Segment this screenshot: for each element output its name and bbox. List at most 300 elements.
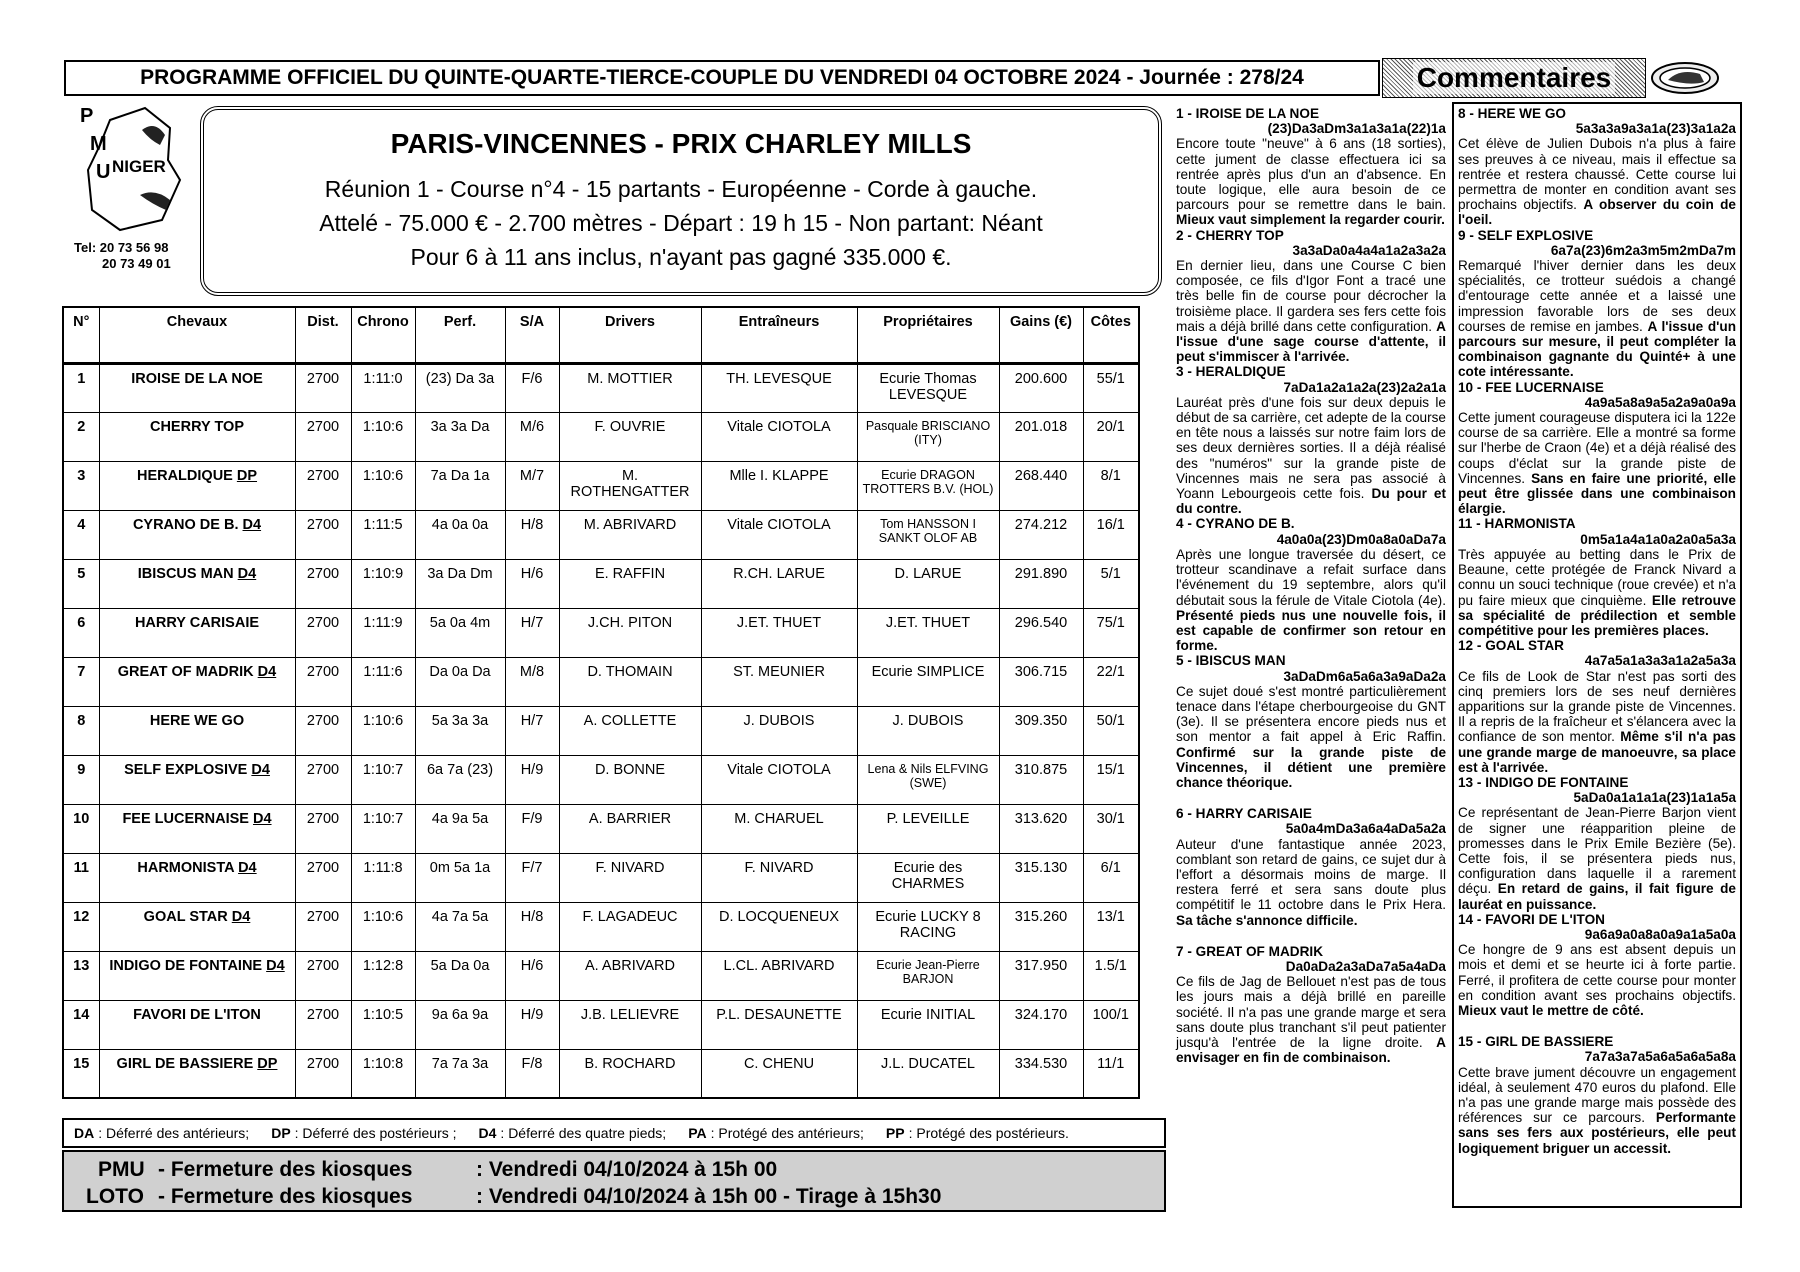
cell-horse: HARMONISTA D4 [99,853,295,902]
racing-emblem-icon [1650,60,1720,96]
cell-owner: Ecurie INITIAL [857,1000,999,1049]
comment-c13 [1458,775,1736,912]
cell-gains: 296.540 [999,608,1083,657]
cell-owner: Ecurie Thomas LEVESQUE [857,363,999,412]
cell-n: 14 [63,1000,99,1049]
cell-dist: 2700 [295,804,351,853]
cell-cote: 8/1 [1083,461,1139,510]
comment-verdict: Confirmé sur la grande piste de Vincennes, il détient une première chance théorique. [1176,744,1446,790]
comment-form-code: 4a0a0a(23)Dm0a8a0aDa7a [1276,531,1446,547]
table-row [63,510,1139,559]
cell-chrono: 1:11:9 [351,608,415,657]
cell-horse: FEE LUCERNAISE D4 [99,804,295,853]
comment-text: Ce hongre de 9 ans est absent depuis un mois et demi et se heurte ici à forte partie. Ferré, il profitera de cette course pour monter en condition avant ses prochains objectifs. [1458,942,1736,1003]
cell-trainer: Mlle I. KLAPPE [701,461,857,510]
cell-gains: 306.715 [999,657,1083,706]
comments-column-1 [1176,106,1446,1065]
table-row [63,706,1139,755]
comment-form-code: 0m5a1a4a1a0a2a0a5a3a [1580,531,1736,547]
cell-dist: 2700 [295,412,351,461]
comment-text: Cette jument courageuse disputera ici la 122e course de sa carrière. Elle a montré sa forme sur l'herbe de Craon (4e) et a déjà réalisé des coups d'éclat sur la grande piste de Vincennes. [1458,410,1736,486]
table-row [63,412,1139,461]
table-row [63,559,1139,608]
cell-chrono: 1:11:6 [351,657,415,706]
comment-c4 [1176,516,1446,653]
col-header: Propriétaires [857,307,999,363]
comment-text: Très appuyée au betting dans le Prix de Beaune, cette protégée de Franck Nivard a connu un souci technique (roue crevée) et n'a pu faire mieux que cinquième. [1458,546,1736,608]
comment-heading: 8 - HERE WE GO [1458,106,1567,121]
cell-cote: 50/1 [1083,706,1139,755]
cell-perf: 7a 7a 3a [415,1049,505,1098]
cell-n: 7 [63,657,99,706]
comment-heading: 11 - HARMONISTA [1458,516,1576,532]
cell-n: 12 [63,902,99,951]
cell-horse: FAVORI DE L'ITON [99,1000,295,1049]
loto-closing: LOTO - Fermeture des kiosques : Vendredi 04/10/2024 à 15h 00 - Tirage à 15h30 [86,1185,942,1208]
cell-gains: 310.875 [999,755,1083,804]
comment-c3 [1176,364,1446,516]
shoeing-tag: D4 [242,516,262,533]
cell-chrono: 1:10:6 [351,902,415,951]
cell-dist: 2700 [295,608,351,657]
cell-gains: 274.212 [999,510,1083,559]
cell-sa: F/7 [505,853,559,902]
comment-heading: 10 - FEE LUCERNAISE [1458,379,1604,395]
cell-sa: H/7 [505,608,559,657]
cell-horse: HARRY CARISAIE [99,608,295,657]
cell-driver: F. LAGADEUC [559,902,701,951]
pmu-niger-logo [70,100,190,240]
cell-horse: INDIGO DE FONTAINE D4 [99,951,295,1000]
legend-bar [62,1118,1166,1148]
cell-dist: 2700 [295,1049,351,1098]
comment-verdict: A l'issue d'une sage course d'attente, il peut s'immiscer à l'arrivée. [1176,318,1446,365]
comment-c2 [1176,228,1446,365]
comment-form-code: 3aDaDm6a5a6a3a9aDa2a [1283,668,1446,684]
col-header: N° [63,307,99,363]
comment-form-code: 5a3a3a9a3a1a(23)3a1a2a [1575,121,1736,137]
comment-text: Encore toute "neuve" à 6 ans (18 sorties), cette jument de classe effectuera ici sa rentrée après plus d'un an d'absence. En toute logique, elle aura besoin de ce parcours pour se remettre dans le bain. [1176,136,1446,213]
cell-trainer: D. LOCQUENEUX [701,902,857,951]
comment-heading: 12 - GOAL STAR [1458,638,1564,654]
cell-dist: 2700 [295,461,351,510]
cell-driver: M. ROTHENGATTER [559,461,701,510]
cell-trainer: Vitale CIOTOLA [701,755,857,804]
cell-driver: D. BONNE [559,755,701,804]
cell-dist: 2700 [295,951,351,1000]
comment-form-code: 4a9a5a8a9a5a2a9a0a9a [1584,394,1736,410]
comment-heading: 14 - FAVORI DE L'ITON [1458,911,1605,927]
cell-sa: M/7 [505,461,559,510]
cell-n: 2 [63,412,99,461]
table-row [63,755,1139,804]
comment-heading: 3 - HERALDIQUE [1176,364,1286,380]
cell-owner: J. DUBOIS [857,706,999,755]
cell-driver: J.CH. PITON [559,608,701,657]
cell-chrono: 1:11:5 [351,510,415,559]
cell-cote: 55/1 [1083,363,1139,412]
comment-verdict: Mieux vaut simplement la regarder courir. [1176,212,1445,228]
comment-text: Ce sujet doué s'est montré particulièrement tenace dans l'étape cherbourgeoise du GNT (3e). Il se présentera encore pieds nus et son mentor a fait appel à Eric Raffin. [1176,683,1446,745]
cell-horse: GREAT OF MADRIK D4 [99,657,295,706]
cell-gains: 313.620 [999,804,1083,853]
cell-perf: 7a Da 1a [415,461,505,510]
comment-c8 [1458,106,1736,228]
col-header: Perf. [415,307,505,363]
program-title: PROGRAMME OFFICIEL DU QUINTE-QUARTE-TIERCE-COUPLE DU VENDREDI 04 OCTOBRE 2024 - Journée : 278/24 [64,60,1380,96]
cell-driver: A. BARRIER [559,804,701,853]
cell-n: 9 [63,755,99,804]
cell-driver: F. NIVARD [559,853,701,902]
comment-c11 [1458,516,1736,638]
cell-cote: 16/1 [1083,510,1139,559]
cell-dist: 2700 [295,657,351,706]
cell-driver: M. MOTTIER [559,363,701,412]
legend-item: D4 : Déferré des quatre pieds; [478,1125,667,1141]
cell-owner: Ecurie DRAGON TROTTERS B.V. (HOL) [857,461,999,510]
cell-owner: Ecurie des CHARMES [857,853,999,902]
cell-driver: D. THOMAIN [559,657,701,706]
shoeing-tag: D4 [237,565,257,582]
comment-heading: 7 - GREAT OF MADRIK [1176,943,1324,959]
shoeing-tag: D4 [266,957,285,974]
cell-n: 4 [63,510,99,559]
cell-horse: IROISE DE LA NOE [99,363,295,412]
comment-form-code: 9a6a9a0a8a0a9a1a5a0a [1584,926,1736,942]
cell-driver: A. COLLETTE [559,706,701,755]
comment-text: Après une longue traversée du désert, ce trotteur scandinave a refait surface dans l'événement du 19 septembre, alors qu'il débutait sous la férule de Vitale Ciotola (4e). [1176,546,1446,608]
cell-dist: 2700 [295,755,351,804]
comment-text: Remarqué l'hiver dernier dans les deux spécialités, ce trotteur suédois a changé d'entourage cette année et a laissé une impression favorable lors de ses deux courses de remise en jambes. [1458,258,1736,334]
table-row [63,461,1139,510]
cell-chrono: 1:11:8 [351,853,415,902]
comment-c9 [1458,228,1736,380]
col-header: S/A [505,307,559,363]
cell-n: 10 [63,804,99,853]
comment-text: Lauréat près d'une fois sur deux depuis le début de sa carrière, cet adepte de la course en tête nous a laissés sur notre faim lors de ses deux dernières sorties. Il a déjà réalisé des "numéros" sur la grande piste de Vincennes mais ne sera pas associé à Yoann Lebourgeois cette fois. [1176,394,1446,502]
comment-heading: 1 - IROISE DE LA NOE [1176,106,1320,121]
cell-sa: M/6 [505,412,559,461]
cell-perf: 4a 0a 0a [415,510,505,559]
comment-form-code: 7a7a3a7a5a6a5a6a5a8a [1584,1049,1736,1065]
comment-c15 [1458,1034,1736,1156]
cell-chrono: 1:10:9 [351,559,415,608]
cell-gains: 315.260 [999,902,1083,951]
comment-heading: 15 - GIRL DE BASSIERE [1458,1034,1614,1050]
race-line-3: Pour 6 à 11 ans inclus, n'ayant pas gagné 335.000 €. [410,244,952,270]
pmu-closing: PMU - Fermeture des kiosques : Vendredi 04/10/2024 à 15h 00 [98,1158,778,1181]
cell-cote: 1.5/1 [1083,951,1139,1000]
cell-perf: 4a 9a 5a [415,804,505,853]
cell-sa: F/6 [505,363,559,412]
cell-driver: F. OUVRIE [559,412,701,461]
cell-trainer: F. NIVARD [701,853,857,902]
comment-verdict: Sans en faire une priorité, elle peut être glissée dans une combinaison élargie. [1458,470,1736,517]
cell-dist: 2700 [295,853,351,902]
cell-chrono: 1:10:7 [351,804,415,853]
comments-banner [1382,58,1646,98]
comment-form-code: 6a7a(23)6m2a3m5m2mDa7m [1550,242,1736,258]
comment-verdict: A observer du coin de l'oeil. [1458,197,1736,228]
comment-heading: 9 - SELF EXPLOSIVE [1458,227,1594,243]
phone-2: 20 73 49 01 [102,256,171,271]
cell-n: 13 [63,951,99,1000]
cell-chrono: 1:11:0 [351,363,415,412]
comment-form-code: 5a0a4mDa3a6a4aDa5a2a [1285,821,1446,837]
cell-perf: 9a 6a 9a [415,1000,505,1049]
cell-horse: CHERRY TOP [99,412,295,461]
cell-trainer: J. DUBOIS [701,706,857,755]
comment-heading: 6 - HARRY CARISAIE [1176,806,1312,822]
cell-horse: IBISCUS MAN D4 [99,559,295,608]
cell-driver: B. ROCHARD [559,1049,701,1098]
comment-c10 [1458,380,1736,517]
cell-driver: E. RAFFIN [559,559,701,608]
legend-item: PP : Protégé des postérieurs. [885,1125,1069,1141]
cell-n: 11 [63,853,99,902]
cell-horse: HERE WE GO [99,706,295,755]
cell-owner: J.ET. THUET [857,608,999,657]
cell-gains: 309.350 [999,706,1083,755]
col-header: Drivers [559,307,701,363]
comment-text: Cette brave jument découvre un engagement idéal, à seulement 470 euros du plafond. Elle n'a pas une grande marge mais possède des références sur ce parcours. [1458,1064,1736,1126]
cell-cote: 20/1 [1083,412,1139,461]
table-header-row [63,307,1139,363]
shoeing-tag: D4 [252,810,272,827]
col-header: Entraîneurs [701,307,857,363]
comment-form-code: (23)Da3aDm3a1a3a1a(22)1a [1267,121,1446,137]
cell-trainer: L.CL. ABRIVARD [701,951,857,1000]
comment-text: Ce fils de Look de Star n'est pas sorti des cinq premiers lors de ses neuf dernières apparitions sur la grande piste de Vincennes. Il a repris de la fraîcheur et s'élancera avec la confiance de son mentor. [1458,668,1736,745]
cell-trainer: J.ET. THUET [701,608,857,657]
cell-cote: 22/1 [1083,657,1139,706]
col-header: Chrono [351,307,415,363]
cell-gains: 324.170 [999,1000,1083,1049]
cell-cote: 100/1 [1083,1000,1139,1049]
cell-owner: P. LEVEILLE [857,804,999,853]
cell-trainer: C. CHENU [701,1049,857,1098]
phone-1: Tel: 20 73 56 98 [74,240,169,255]
cell-gains: 268.440 [999,461,1083,510]
table-row [63,608,1139,657]
comment-heading: 4 - CYRANO DE B. [1176,516,1295,532]
cell-trainer: TH. LEVESQUE [701,363,857,412]
cell-owner: Pasquale BRISCIANO (ITY) [857,412,999,461]
table-row [63,363,1139,412]
cell-owner: Tom HANSSON I SANKT OLOF AB [857,510,999,559]
comment-verdict: A envisager en fin de combinaison. [1176,1034,1446,1066]
cell-perf: 5a Da 0a [415,951,505,1000]
comment-verdict: Elle retrouve sa spécialité de prédilection et semble compétitive pour les premières places. [1458,592,1736,638]
shoeing-tag: D4 [257,663,277,680]
logo-niger: NIGER [112,157,166,176]
cell-horse: HERALDIQUE DP [99,461,295,510]
comment-text: Ce représentant de Jean-Pierre Barjon vient de signer une réapparition pleine de promesses dans le Prix Emile Bezière (5e). Cette fois, il se présentera pieds nus, configuration dans laquelle il a rarement déçu. [1458,805,1736,897]
comment-c1 [1176,106,1446,228]
cell-owner: D. LARUE [857,559,999,608]
comment-text: Cet élève de Julien Dubois n'a plus à faire ses preuves à ce niveau, mais il effectue sa rentrée et restera chaussé. Cette course lui permettra de monter en condition avant ses prochains objectifs. [1458,136,1736,213]
race-info-box [200,106,1162,296]
shoeing-tag: D4 [231,908,251,925]
comment-text: Auteur d'une fantastique année 2023, comblant son retard de gains, ce sujet dur à l'effort a désormais moins de marge. Il restera ferré et sera sans doute plus compétitif le 11 octobre dans le Prix Hera. [1176,836,1446,913]
comment-c14 [1458,912,1736,1018]
cell-gains: 291.890 [999,559,1083,608]
cell-sa: F/8 [505,1049,559,1098]
cell-chrono: 1:10:7 [351,755,415,804]
shoeing-tag: D4 [251,761,270,778]
table-row [63,1049,1139,1098]
cell-chrono: 1:10:8 [351,1049,415,1098]
cell-horse: CYRANO DE B. D4 [99,510,295,559]
cell-perf: Da 0a Da [415,657,505,706]
table-row [63,853,1139,902]
cell-sa: M/8 [505,657,559,706]
comment-heading: 13 - INDIGO DE FONTAINE [1458,774,1629,790]
comment-verdict: Mieux vaut le mettre de côté. [1458,1002,1644,1018]
col-header: Gains (€) [999,307,1083,363]
cell-dist: 2700 [295,902,351,951]
cell-perf: 3a Da Dm [415,559,505,608]
cell-n: 15 [63,1049,99,1098]
table-row [63,657,1139,706]
comment-form-code: Da0aDa2a3aDa7a5a4aDa [1285,958,1446,974]
cell-gains: 201.018 [999,412,1083,461]
cell-sa: H/8 [505,902,559,951]
table-row [63,804,1139,853]
comment-c6 [1176,806,1446,928]
comment-heading: 2 - CHERRY TOP [1176,227,1284,243]
cell-n: 1 [63,363,99,412]
cell-trainer: Vitale CIOTOLA [701,412,857,461]
cell-sa: H/7 [505,706,559,755]
cell-perf: 6a 7a (23) [415,755,505,804]
logo-letter-m: M [90,133,107,155]
col-header: Chevaux [99,307,295,363]
cell-trainer: P.L. DESAUNETTE [701,1000,857,1049]
cell-sa: H/6 [505,951,559,1000]
cell-perf: 5a 0a 4m [415,608,505,657]
cell-owner: Lena & Nils ELFVING (SWE) [857,755,999,804]
cell-trainer: ST. MEUNIER [701,657,857,706]
cell-owner: J.L. DUCATEL [857,1049,999,1098]
comment-heading: 5 - IBISCUS MAN [1176,653,1286,669]
legend-item: PA : Protégé des antérieurs; [688,1125,864,1141]
col-header: Côtes [1083,307,1139,363]
shoeing-tag: DP [236,467,258,484]
cell-cote: 11/1 [1083,1049,1139,1098]
table-row [63,902,1139,951]
cell-horse: SELF EXPLOSIVE D4 [99,755,295,804]
comment-c12 [1458,638,1736,775]
cell-chrono: 1:10:6 [351,706,415,755]
table-row [63,1000,1139,1049]
comment-verdict: En retard de gains, il fait figure de lauréat en puissance. [1458,881,1736,912]
cell-owner: Ecurie LUCKY 8 RACING [857,902,999,951]
table-row [63,951,1139,1000]
legend-item: DA : Déferré des antérieurs; [74,1125,250,1141]
cell-chrono: 1:10:5 [351,1000,415,1049]
cell-perf: 0m 5a 1a [415,853,505,902]
cell-dist: 2700 [295,363,351,412]
cell-gains: 315.130 [999,853,1083,902]
cell-sa: H/6 [505,559,559,608]
cell-driver: M. ABRIVARD [559,510,701,559]
comments-column-2 [1452,102,1742,1208]
comment-verdict: A l'issue d'un parcours sur mesure, il peut compléter la combinaison gagnante du Quinté+ à une cote intéressante. [1458,318,1737,380]
cell-dist: 2700 [295,510,351,559]
legend-item: DP : Déferré des postérieurs ; [271,1125,457,1141]
cell-horse: GOAL STAR D4 [99,902,295,951]
cell-n: 5 [63,559,99,608]
cell-chrono: 1:12:8 [351,951,415,1000]
cell-cote: 6/1 [1083,853,1139,902]
cell-gains: 200.600 [999,363,1083,412]
cell-driver: A. ABRIVARD [559,951,701,1000]
comment-form-code: 5aDa0a1a1a1a(23)1a1a5a [1573,790,1736,806]
cell-cote: 5/1 [1083,559,1139,608]
comment-verdict: Sa tâche s'annonce difficile. [1176,912,1358,928]
comment-text: Ce fils de Jag de Bellouet n'est pas de tous les jours mais a déjà brillé en pareille société. Il n'a pas une grande marge et sera sans doute plus tranchant s'il peut patienter jusqu'à l'entrée de la ligne droite. [1176,974,1446,1050]
cell-cote: 30/1 [1083,804,1139,853]
cell-dist: 2700 [295,1000,351,1049]
cell-gains: 334.530 [999,1049,1083,1098]
cell-cote: 13/1 [1083,902,1139,951]
cell-chrono: 1:10:6 [351,412,415,461]
cell-trainer: M. CHARUEL [701,804,857,853]
cell-perf: (23) Da 3a [415,363,505,412]
cell-dist: 2700 [295,559,351,608]
comments-title: Commentaires [1413,62,1616,94]
race-title: PARIS-VINCENNES - PRIX CHARLEY MILLS [390,128,972,159]
cell-sa: H/8 [505,510,559,559]
cell-horse: GIRL DE BASSIERE DP [99,1049,295,1098]
shoeing-tag: D4 [238,859,257,876]
shoeing-tag: DP [257,1055,278,1072]
runners-table [62,306,1140,1099]
cell-dist: 2700 [295,706,351,755]
cell-perf: 5a 3a 3a [415,706,505,755]
comment-verdict: Même s'il n'a pas une grande marge de manoeuvre, sa place est à l'arrivée. [1458,729,1736,775]
comment-c5 [1176,653,1446,790]
cell-trainer: R.CH. LARUE [701,559,857,608]
logo-letter-u: U [96,161,111,183]
comment-form-code: 7aDa1a2a1a2a(23)2a2a1a [1283,379,1446,395]
cell-sa: H/9 [505,755,559,804]
race-line-1: Réunion 1 - Course n°4 - 15 partants - Européenne - Corde à gauche. [324,176,1038,202]
closing-times-box [62,1150,1166,1212]
cell-n: 6 [63,608,99,657]
comment-verdict: Présenté pieds nus une nouvelle fois, il est capable de confirmer son retour en forme. [1176,607,1446,654]
cell-driver: J.B. LELIEVRE [559,1000,701,1049]
cell-sa: F/9 [505,804,559,853]
cell-n: 3 [63,461,99,510]
cell-cote: 15/1 [1083,755,1139,804]
comment-form-code: 4a7a5a1a3a3a1a2a5a3a [1584,653,1736,669]
comment-verdict: Du pour et du contre. [1176,486,1447,517]
cell-n: 8 [63,706,99,755]
comment-form-code: 3a3aDa0a4a4a1a2a3a2a [1292,242,1446,258]
cell-cote: 75/1 [1083,608,1139,657]
race-line-2: Attelé - 75.000 € - 2.700 mètres - Départ : 19 h 15 - Non partant: Néant [319,210,1043,236]
cell-gains: 317.950 [999,951,1083,1000]
cell-perf: 3a 3a Da [415,412,505,461]
comment-c7 [1176,944,1446,1066]
comment-text: En dernier lieu, dans une Course C bien composée, ce fils d'Igor Font a tracé une très belle fin de course pour décrocher la troisième place. Il gardera ses fers cette fois mais a déjà brillé dans cette configuration. [1176,258,1446,334]
cell-owner: Ecurie Jean-Pierre BARJON [857,951,999,1000]
cell-perf: 4a 7a 5a [415,902,505,951]
col-header: Dist. [295,307,351,363]
contact-phones [74,240,171,272]
